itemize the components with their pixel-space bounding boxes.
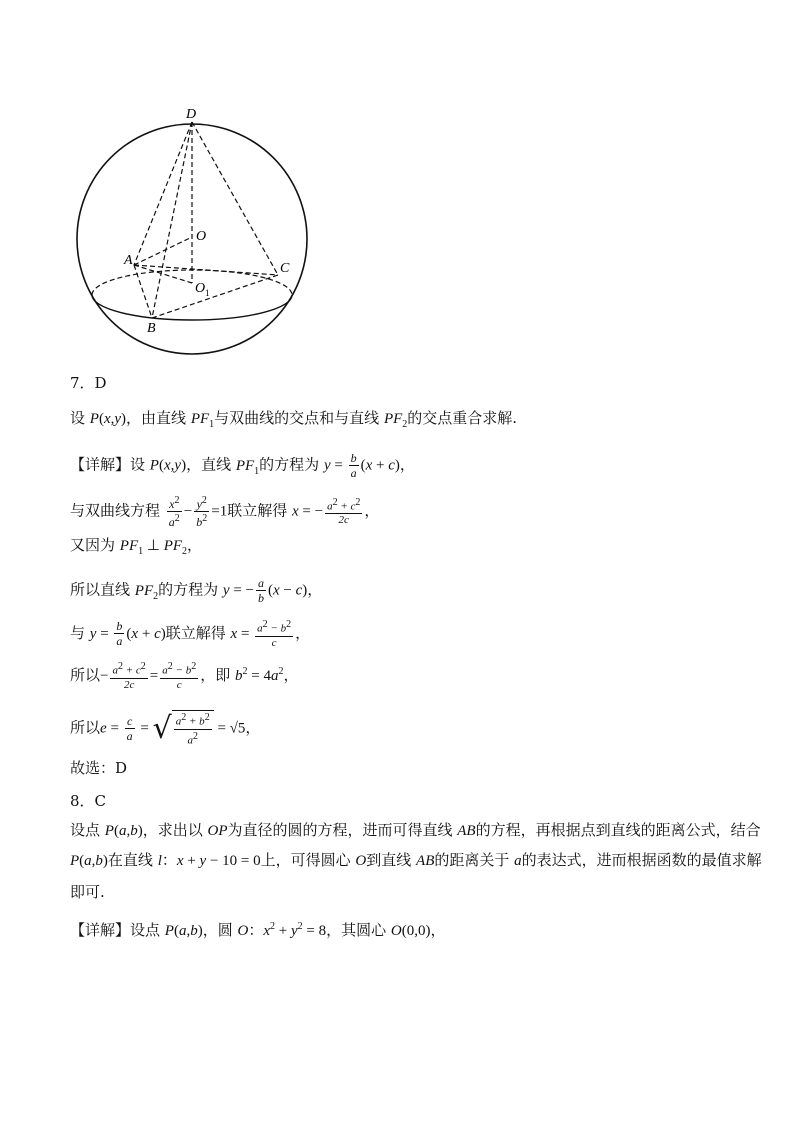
- text: ，: [399, 455, 415, 474]
- q7-step7: 所以e = $\frac{c}{a}$ = √ $\frac{a^2 + b^2}{a^2}$ = √5，: [70, 710, 261, 747]
- q7-step6: 所以− $\frac{a^2 + c^2}{2c}$ = $\frac{a^2 - b^2}{c}$ ，即 $b^2 = 4a^2$，: [70, 661, 299, 691]
- label-O1-sub: 1: [205, 288, 210, 298]
- label-D: D: [186, 107, 197, 122]
- text: ，: [187, 536, 203, 554]
- text: 的方程，再根据点到直线的距离公式，结合: [475, 821, 761, 839]
- q8-hint-line3: [70, 882, 105, 902]
- text: 的距离关于: [434, 851, 515, 869]
- text: 与双曲线的交点和与直线: [214, 409, 384, 427]
- text: 又因为: [70, 536, 120, 554]
- q8-title-text: 8．C: [70, 792, 107, 810]
- text: 联立解得: [165, 623, 231, 642]
- text: 的交点重合求解.: [407, 409, 518, 427]
- math-P: P: [89, 411, 99, 427]
- text: 到直线: [366, 851, 417, 869]
- text: ：: [248, 921, 264, 939]
- fraction: $\frac{a^2 - b^2}{c}$: [257, 619, 292, 649]
- label-B: B: [147, 321, 156, 336]
- detail-label: 【详解】: [70, 455, 131, 474]
- text: 为直径的圆的方程，进而可得直线: [227, 821, 458, 839]
- sqrt-expression: √ $\frac{a^2 + b^2}{a^2}$: [153, 710, 214, 747]
- q7-step5: 与 y = $\frac{b}{a}$ (x + c)联立解得 x = $\frac{a^2 - b^2}{c}$ ，: [70, 619, 311, 649]
- text: 与: [70, 623, 90, 642]
- fraction: $\frac{a^2 + c^2}{2c}$: [112, 661, 146, 691]
- fraction: $\frac{a^2 + c^2}{2c}$: [327, 496, 361, 527]
- text: 所以: [70, 665, 101, 684]
- sphere-pyramid-figure: [70, 100, 310, 360]
- label-O: O: [196, 229, 207, 244]
- q7-hint: 设 P(x,y)，由直线 $PF_1$与双曲线的交点和与直线 $PF_2$的交点重合求解.: [70, 409, 518, 430]
- text: 上，可得圆心: [260, 851, 356, 869]
- fraction: $\frac{b}{a}$: [116, 619, 123, 649]
- fraction: $\frac{b}{a}$: [350, 451, 357, 480]
- q7-title: [70, 373, 107, 393]
- detail-label: 【详解】: [70, 921, 131, 939]
- text: ，: [295, 623, 311, 642]
- text: 设点: [130, 921, 165, 939]
- label-O1: O: [195, 281, 206, 296]
- text: 设: [70, 409, 90, 427]
- text: 的方程为: [259, 455, 324, 474]
- text: ：: [161, 851, 177, 869]
- text: ，即: [200, 665, 235, 684]
- q8-hint-line1: 设点 P(a,b)，求出以 OP为直径的圆的方程，进而可得直线 AB的方程，再根据点到直线的距离公式，结合: [70, 821, 761, 839]
- text: ，圆: [202, 921, 238, 939]
- text: 与双曲线方程: [70, 501, 165, 520]
- text: 在直线: [107, 851, 158, 869]
- text: 联立解得: [227, 501, 292, 520]
- fraction: $\frac{c}{a}$: [126, 714, 133, 744]
- text: ，直线: [186, 455, 236, 474]
- text: ，: [283, 665, 299, 684]
- text: ，: [307, 580, 323, 599]
- fraction: $\frac{y^2}{b^2}$: [196, 495, 208, 529]
- text: ，: [430, 921, 446, 939]
- fraction: $\frac{a}{b}$: [257, 576, 264, 605]
- text: ，: [364, 501, 380, 520]
- label-A: A: [124, 253, 133, 268]
- text: ，由直线: [126, 409, 191, 427]
- text: 的表达式，进而根据函数的最值求解: [521, 851, 762, 869]
- q8-detail: 【详解】设点 P(a,b)，圆 O：$x^2 + y^2 = 8$，其圆心 O(0,0)，: [70, 921, 446, 939]
- text: ，求出以: [142, 821, 208, 839]
- math-PF2: $PF_2$: [383, 411, 408, 430]
- label-C: C: [280, 261, 290, 276]
- q7-step1: 【详解】设 P(x,y)，直线 $PF_1$的方程为 y = $\frac{b}{a}$ (x + c)，: [70, 451, 415, 480]
- q8-hint-line2: P(a,b)在直线 l：x + y − 10 = 0上，可得圆心 O到直线 AB的距离关于 a的表达式，进而根据函数的最值求解: [70, 851, 762, 869]
- base-circle-front: [92, 295, 292, 320]
- q7-title-text: 7．D: [70, 374, 107, 392]
- text: 即可.: [70, 883, 105, 901]
- q7-step3: 又因为 $PF_1$ ⊥ $PF_2$，: [70, 536, 203, 557]
- answer-text: 故选：D: [70, 759, 128, 777]
- q7-step4: 所以直线 $PF_2$的方程为 y = − $\frac{a}{b}$ (x − c)，: [70, 576, 323, 605]
- q8-title: [70, 791, 106, 811]
- fraction: $\frac{a^2 - b^2}{c}$: [162, 661, 197, 691]
- q7-step2: 与双曲线方程 $\frac{x^2}{a^2}$ − $\frac{y^2}{b^2}$ =1联立解得 x = − $\frac{a^2 + c^2}{2c}$ ，: [70, 495, 380, 529]
- text: 的方程为: [158, 580, 223, 599]
- q7-answer: [70, 758, 127, 778]
- text: 设: [130, 455, 150, 474]
- text: ，: [245, 718, 261, 737]
- text: 所以: [70, 718, 101, 737]
- text: 所以直线: [70, 580, 135, 599]
- math-PF1: $PF_1$: [190, 411, 215, 430]
- text: ，其圆心: [326, 921, 391, 939]
- fraction: $\frac{x^2}{a^2}$: [168, 495, 180, 529]
- text: 设点: [70, 821, 105, 839]
